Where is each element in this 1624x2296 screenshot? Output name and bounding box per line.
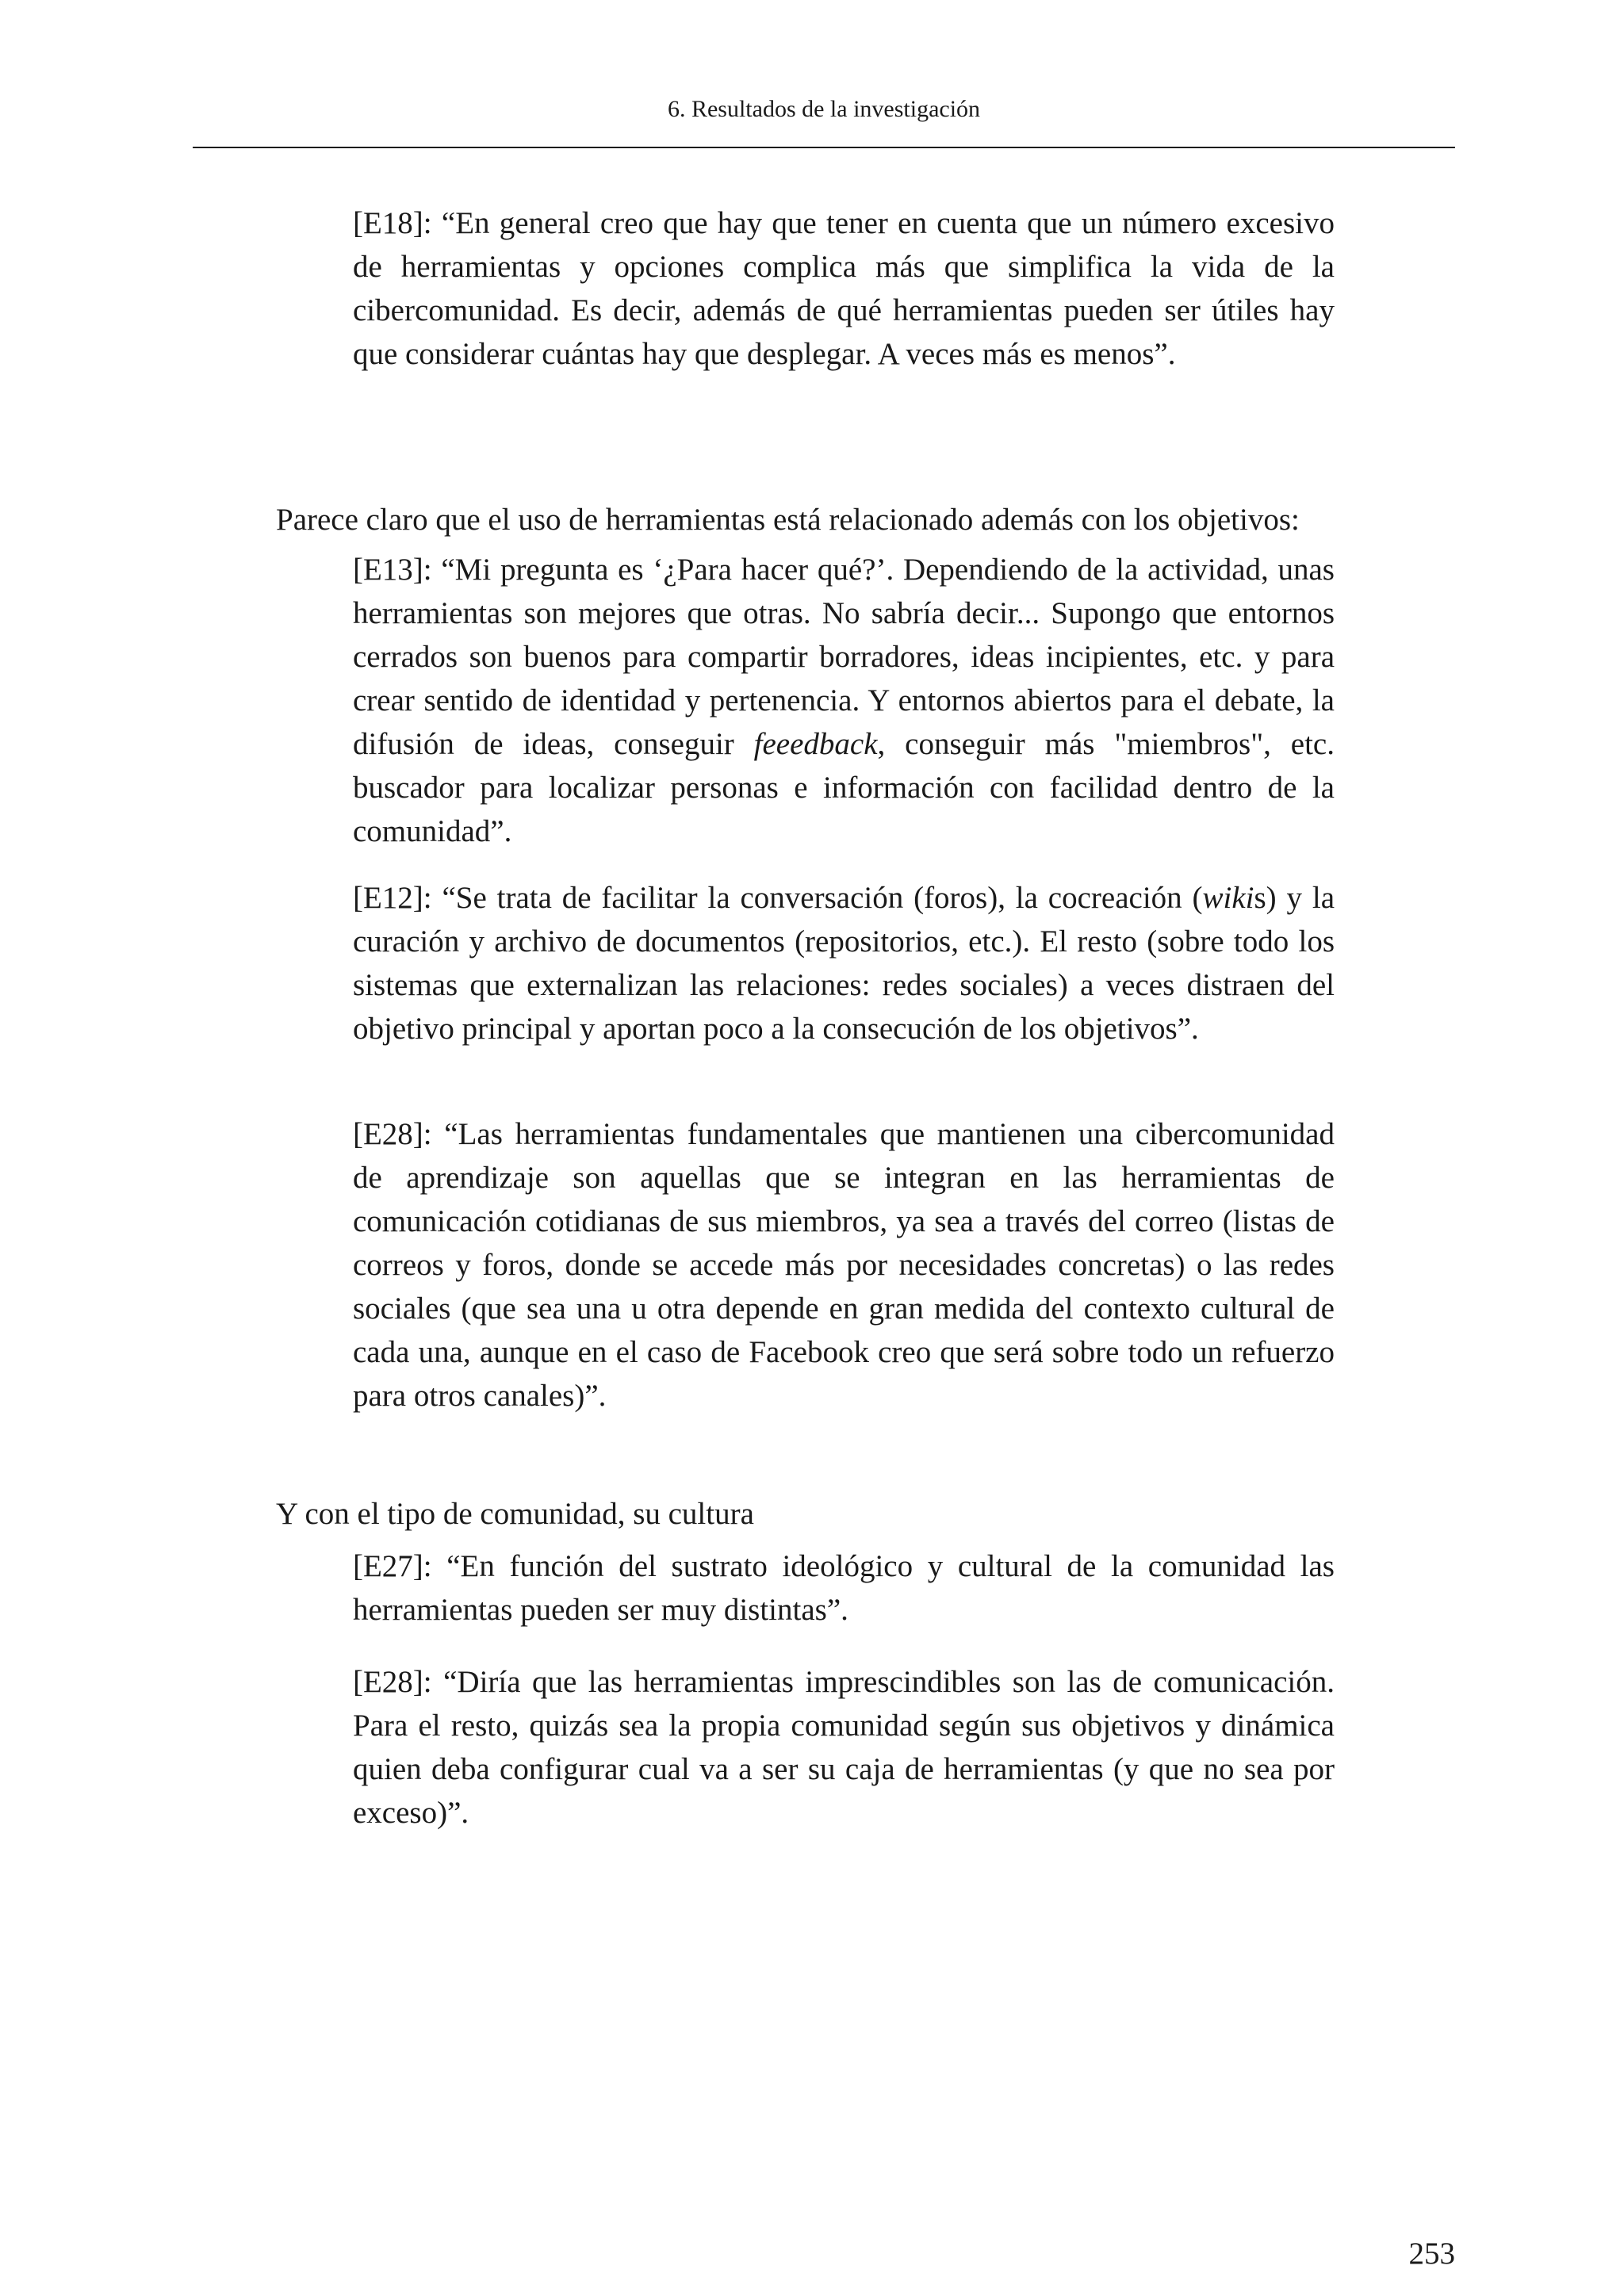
quote-e28-tools: [E28]: “Las herramientas fundamentales que mantienen una cibercomunidad de aprendizaje son aquellas que se integran en las herramientas de comunicación cotidianas de sus miembros, ya sea a través del correo (listas de correos y foros, donde se accede más por necesidades concretas) o las redes sociales (que sea una u otra depende en gran medida del contexto cultural de cada una, aunque en el caso de Facebook creo que será sobre todo un refuerzo para otros canales)”. <box>353 1117 1335 1413</box>
quote-e28-communication: [E28]: “Diría que las herramientas imprescindibles son las de comunicación. Para el resto, quizás sea la propia comunidad según sus objetivos y dinámica quien deba configurar cual va a ser su caja de herramientas (y que no sea por exceso)”. <box>353 1665 1335 1830</box>
quote-e13 <box>353 548 1335 853</box>
quote-e12-text: [E12]: “Se trata de facilitar la conversación (foros), la cocreación ( <box>353 881 1203 915</box>
quote-e12-text-end: s) y la curación y archivo de documentos (repositorios, etc.). El resto (sobre todo los sistemas que externalizan las relaciones: redes sociales) a veces distraen del objetivo principal y aportan poco a la consecución de los objetivos”. <box>353 881 1335 1046</box>
intro-paragraph-culture: Y con el tipo de comunidad, su cultura <box>276 1497 754 1531</box>
running-header: 6. Resultados de la investigación <box>667 96 981 122</box>
quote-e13-text-end: , conseguir más "miembros", etc. buscador para localizar personas e información con facilidad dentro de la comunidad”. <box>353 727 1335 848</box>
quote-e12-italic: wiki <box>1202 881 1254 915</box>
header-divider <box>193 147 1455 148</box>
quote-e18: [E18]: “En general creo que hay que tener en cuenta que un número excesivo de herramientas y opciones complica más que simplifica la vida de la cibercomunidad. Es decir, además de qué herramientas pueden ser útiles hay que considerar cuántas hay que desplegar. A veces más es menos”. <box>353 206 1335 371</box>
quote-e27: [E27]: “En función del sustrato ideológico y cultural de la comunidad las herramientas pueden ser muy distintas”. <box>353 1549 1335 1627</box>
quote-e13-italic: feeedback <box>753 727 878 761</box>
quote-e12 <box>353 876 1335 1050</box>
quote-e13-text: [E13]: “Mi pregunta es ‘¿Para hacer qué?’. Dependiendo de la actividad, unas herramientas son mejores que otras. No sabría decir... Supongo que entornos cerrados son buenos para compartir borradores, ideas incipientes, etc. y para crear sentido de identidad y pertenencia. Y entornos abiertos para el debate, la difusión de ideas, conseguir <box>353 553 1335 761</box>
page-number: 253 <box>1408 2237 1455 2271</box>
intro-paragraph-objectives: Parece claro que el uso de herramientas está relacionado además con los objetivos: <box>276 503 1300 537</box>
